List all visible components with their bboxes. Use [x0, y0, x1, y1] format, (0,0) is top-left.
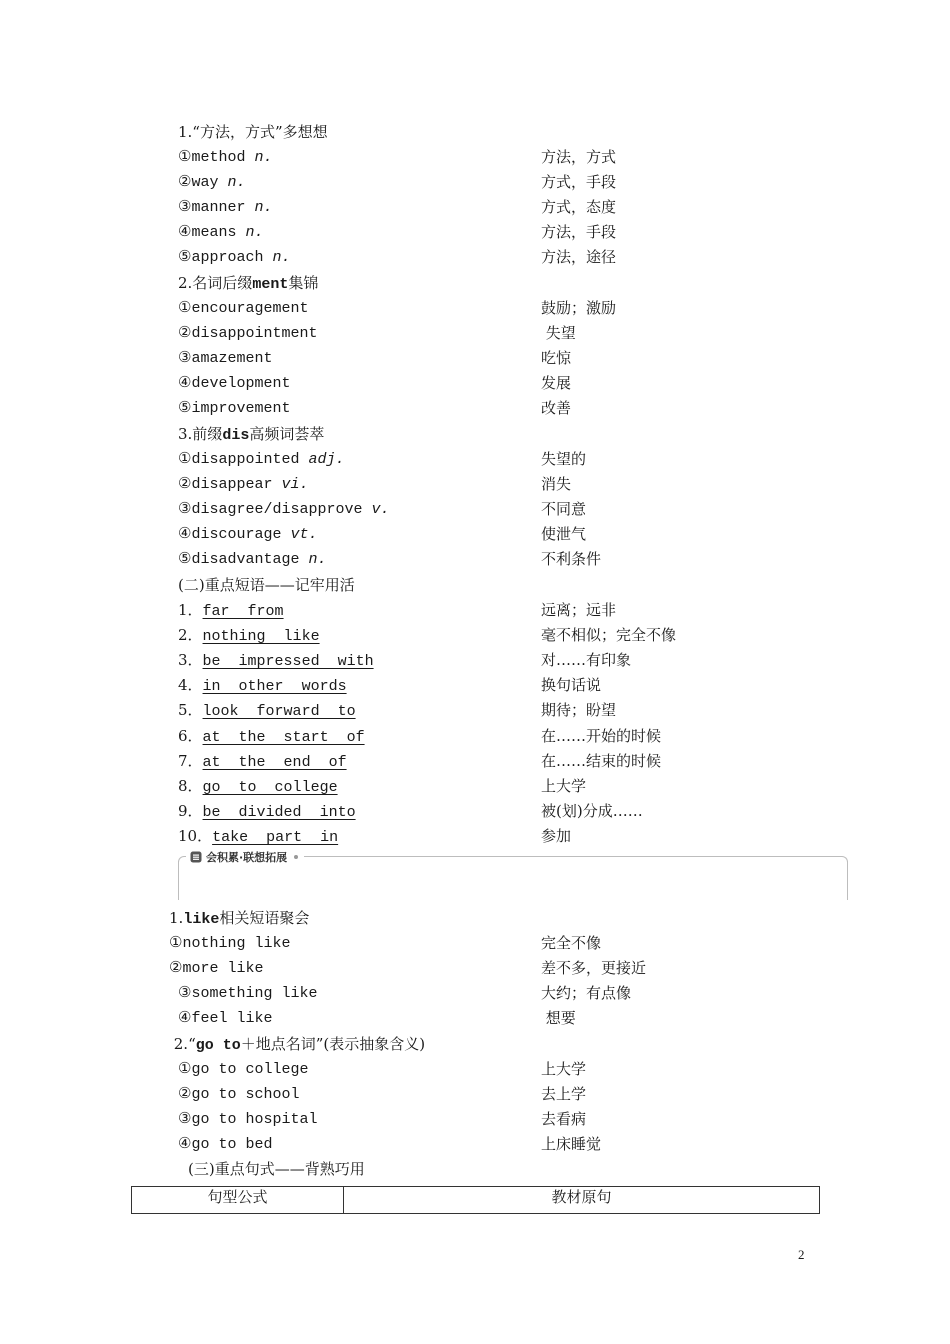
term: ②go to school: [178, 1086, 300, 1104]
phrase-number: 9．: [178, 801, 203, 820]
list-item-meaning: 鼓励；激励: [541, 299, 617, 317]
banner-dot: [294, 855, 298, 859]
section-heading: [169, 906, 309, 931]
phrase-text: go to college: [202, 778, 338, 796]
list-item-meaning: 方式，手段: [541, 173, 617, 192]
phrase-number: 1．: [178, 601, 203, 619]
heading-text: 3.前缀: [178, 425, 223, 443]
phrase-text: take part in: [212, 828, 339, 846]
list-item-meaning: 改善: [541, 399, 572, 418]
page-number: 2: [798, 1247, 805, 1262]
part-of-speech: adj.: [308, 451, 345, 468]
term: ①encouragement: [178, 300, 309, 317]
term: ④feel like: [169, 1010, 273, 1028]
table-header-cell: 教材原句: [344, 1187, 820, 1214]
list-item-word: [178, 447, 344, 472]
list-item-word: [178, 1107, 317, 1132]
list-item-meaning: 发展: [541, 374, 572, 393]
phrase-number: 3．: [178, 651, 203, 670]
list-item-meaning: 方式，态度: [541, 198, 617, 217]
part-of-speech: n.: [254, 149, 273, 166]
phrase-meaning: 参加: [541, 826, 572, 845]
part-of-speech: vt.: [290, 526, 318, 544]
part-of-speech: n.: [308, 551, 327, 569]
list-item-meaning: 差不多，更接近: [541, 959, 647, 978]
heading-text: 集锦: [288, 274, 319, 292]
heading-text: 1.: [169, 909, 184, 927]
part-of-speech: n.: [227, 174, 246, 192]
phrase-text: in other words: [202, 678, 347, 696]
phrase-number: 10．: [178, 826, 213, 845]
list-item-meaning: 想要: [541, 1009, 576, 1028]
term: ①nothing like: [169, 935, 291, 952]
list-item-word: [178, 170, 245, 195]
term: ②disappointment: [178, 325, 318, 343]
list-item-meaning: 消失: [541, 475, 572, 494]
banner-label: 会积累·联想拓展: [206, 851, 288, 864]
list-item-meaning: 不同意: [541, 500, 587, 519]
heading-keyword: dis: [222, 427, 250, 444]
list-item-meaning: 大约；有点像: [541, 984, 632, 1003]
list-item-meaning: 失望: [541, 324, 576, 343]
phrase-meaning: 被(划)分成……: [541, 801, 643, 820]
term: ④development: [178, 375, 291, 393]
term: ③amazement: [178, 350, 273, 368]
term: ④discourage: [178, 526, 291, 544]
phrase-meaning: 远离；远非: [541, 601, 617, 619]
term: ③something like: [169, 985, 318, 1003]
list-item-meaning: 方法，方式: [541, 148, 617, 166]
phrase-text: be divided into: [202, 803, 356, 821]
list-item-word: [169, 1006, 272, 1031]
list-item-word: [178, 1132, 272, 1157]
list-item-word: [169, 931, 290, 956]
banner-label-wrap: [186, 848, 304, 866]
phrase-meaning: 上大学: [541, 776, 587, 795]
phrase-row: [178, 698, 356, 723]
phrase-meaning: 毫不相似；完全不像: [541, 626, 677, 645]
phrase-row: [178, 749, 347, 774]
list-item-word: [178, 1082, 299, 1107]
list-item-word: [178, 195, 272, 220]
list-item-word: [178, 296, 308, 321]
phrase-row: [178, 799, 356, 824]
list-item-word: [169, 956, 263, 981]
phrase-text: at the start of: [202, 728, 365, 746]
phrase-text: be impressed with: [202, 653, 374, 671]
phrase-row: [178, 724, 365, 749]
heading-text: ＋地点名词”(表示抽象含义): [240, 1035, 426, 1053]
list-item-meaning: 完全不像: [541, 934, 602, 952]
table-header-row: [132, 1187, 820, 1214]
list-item-word: [178, 220, 263, 245]
term: ③manner: [178, 199, 255, 217]
term: ④go to bed: [178, 1136, 273, 1154]
phrase-row: [178, 598, 284, 623]
phrase-meaning: 期待；盼望: [541, 701, 617, 720]
part-of-speech: n.: [272, 249, 291, 267]
list-item-word: [178, 396, 290, 421]
term: ③go to hospital: [178, 1111, 318, 1129]
phrase-number: 7．: [178, 751, 203, 770]
phrase-row: [178, 623, 320, 648]
phrase-text: far from: [202, 603, 284, 620]
list-item-meaning: 不利条件: [541, 550, 602, 569]
heading-keyword: ment: [252, 276, 289, 293]
list-item-meaning: 去看病: [541, 1110, 587, 1129]
heading-keyword: go to: [195, 1037, 241, 1054]
term: ④means: [178, 224, 246, 242]
section-heading: [178, 422, 324, 447]
phrase-meaning: 对……有印象: [541, 651, 632, 670]
phrase-number: 4．: [178, 676, 203, 695]
part-of-speech: n.: [254, 199, 273, 217]
part-of-speech: v.: [371, 501, 390, 519]
term: ⑤disadvantage: [178, 551, 309, 569]
list-item-word: [178, 145, 272, 170]
list-item-meaning: 失望的: [541, 450, 587, 468]
list-item-meaning: 上床睡觉: [541, 1135, 602, 1154]
list-item-word: [178, 547, 326, 572]
phrase-row: [178, 648, 374, 673]
heading-text: 高频词荟萃: [249, 425, 325, 443]
list-item-meaning: 吃惊: [541, 349, 572, 368]
stack-icon: [190, 851, 202, 863]
heading-text: 2.“: [169, 1035, 196, 1053]
list-item-word: [178, 321, 317, 346]
phrase-row: [178, 774, 338, 799]
list-item-meaning: 去上学: [541, 1085, 587, 1104]
part-of-speech: n.: [245, 224, 264, 242]
heading-keyword: like: [183, 911, 220, 928]
section-heading: [178, 271, 318, 296]
phrase-row: [178, 673, 347, 698]
list-item-word: [178, 371, 290, 396]
list-item-word: [178, 1057, 308, 1082]
list-item-meaning: 使泄气: [541, 525, 587, 544]
phrase-number: 2．: [178, 626, 203, 645]
phrase-text: at the end of: [202, 753, 347, 771]
term: ①go to college: [178, 1061, 309, 1078]
list-item-word: [178, 497, 390, 522]
list-item-meaning: 上大学: [541, 1060, 587, 1078]
table-header-cell: 句型公式: [132, 1187, 344, 1214]
section-heading: (二)重点短语——记牢用活: [178, 576, 355, 594]
section-heading: [169, 1032, 425, 1057]
term: ③disagree/disapprove: [178, 501, 372, 519]
phrase-row: [178, 824, 338, 849]
section-heading: (三)重点句式——背熟巧用: [188, 1160, 365, 1178]
list-item-meaning: 方法，手段: [541, 223, 617, 242]
sentence-pattern-table: [131, 1186, 820, 1214]
list-item-word: [178, 245, 290, 270]
phrase-meaning: 在……结束的时候: [541, 751, 662, 770]
phrase-text: look forward to: [202, 703, 356, 721]
phrase-number: 5．: [178, 701, 203, 720]
list-item-word: [178, 346, 272, 371]
list-item-word: [169, 981, 317, 1006]
term: ②disappear: [178, 476, 282, 494]
term: ⑤improvement: [178, 400, 291, 418]
term: ①disappointed: [178, 451, 309, 468]
list-item-word: [178, 472, 308, 497]
term: ⑤approach: [178, 249, 273, 267]
phrase-text: nothing like: [202, 628, 320, 646]
heading-text: 相关短语聚会: [219, 909, 310, 927]
term: ②more like: [169, 960, 264, 978]
phrase-meaning: 换句话说: [541, 676, 602, 695]
section-heading: 1.“方法，方式”多想想: [178, 123, 328, 141]
heading-text: 2.名词后缀: [178, 274, 253, 292]
part-of-speech: vi.: [281, 476, 309, 494]
phrase-number: 8．: [178, 776, 203, 795]
list-item-word: [178, 522, 317, 547]
term: ①method: [178, 149, 255, 166]
list-item-meaning: 方法，途径: [541, 248, 617, 267]
term: ②way: [178, 174, 228, 192]
phrase-meaning: 在……开始的时候: [541, 726, 662, 745]
phrase-number: 6．: [178, 726, 203, 745]
